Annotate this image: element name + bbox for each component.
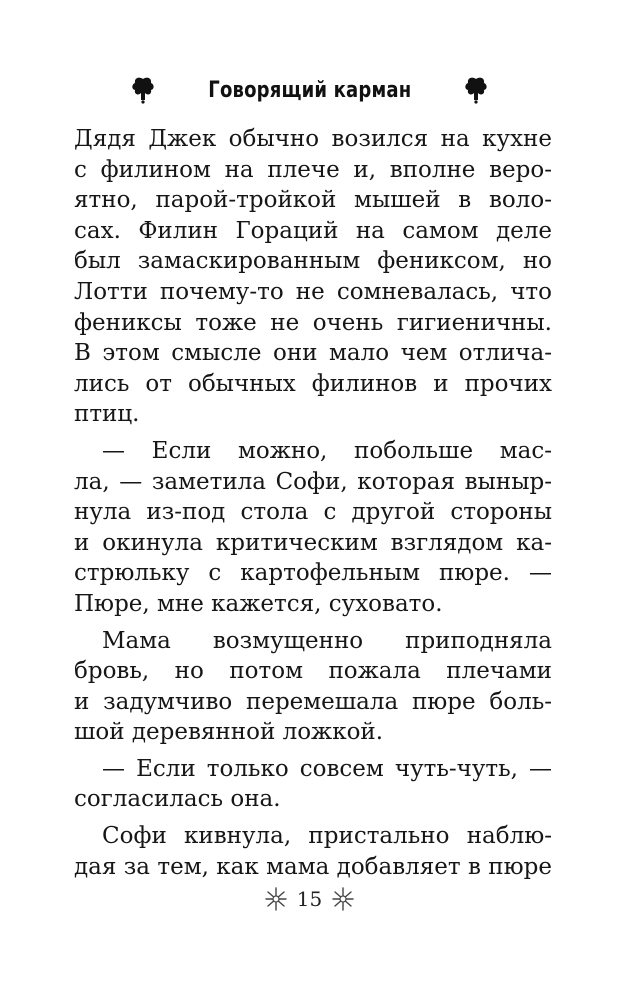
text-line: В этом смысле они мало чем отлича-: [74, 340, 552, 367]
text-line: — Если только совсем чуть-чуть, —: [102, 755, 552, 782]
text-line: фениксы тоже не очень гигиеничны.: [74, 309, 552, 336]
body-text: [74, 124, 552, 882]
page-number: 15: [296, 887, 323, 911]
text-line: стрюльку с картофельным пюре. —: [74, 560, 552, 587]
fleuron-left-icon: [130, 75, 156, 105]
text-line: Лотти почему-то не сомневалась, что: [74, 278, 552, 305]
text-line: с филином на плече и, вполне веро-: [74, 156, 552, 183]
fleuron-right-icon: [463, 75, 489, 105]
text-line: нула из-под стола с другой стороны: [74, 499, 552, 526]
running-head: [0, 70, 619, 110]
text-line: Софи кивнула, пристально наблю-: [102, 823, 552, 850]
page-footer: [0, 884, 619, 914]
star-flourish-left-icon: [265, 886, 287, 912]
text-line: был замаскированным фениксом, но: [74, 248, 552, 275]
text-line: сах. Филин Гораций на самом деле: [74, 217, 552, 244]
text-line: Дядя Джек обычно возился на кухне: [74, 126, 552, 152]
text-line: лись от обычных филинов и прочих: [74, 370, 552, 397]
text-line: — Если можно, побольше мас-: [102, 437, 552, 464]
text-line: шой деревянной ложкой.: [74, 719, 384, 746]
text-line: и окинула критическим взглядом ка-: [74, 529, 552, 556]
text-line: согласилась она.: [74, 786, 281, 813]
text-line: бровь, но потом пожала плечами: [74, 658, 552, 685]
text-line: Мама возмущенно приподняла: [102, 627, 552, 654]
text-line: птиц.: [74, 401, 140, 428]
text-line: дая за тем, как мама добавляет в пюре: [74, 853, 552, 880]
text-line: ятно, парой-тройкой мышей в воло-: [74, 187, 552, 214]
running-title: Говорящий карман: [207, 77, 412, 103]
star-flourish-right-icon: [332, 886, 354, 912]
text-line: ла, — заметила Софи, которая выныр-: [74, 468, 552, 495]
text-line: Пюре, мне кажется, суховато.: [74, 590, 443, 617]
text-line: и задумчиво перемешала пюре боль-: [74, 688, 552, 715]
